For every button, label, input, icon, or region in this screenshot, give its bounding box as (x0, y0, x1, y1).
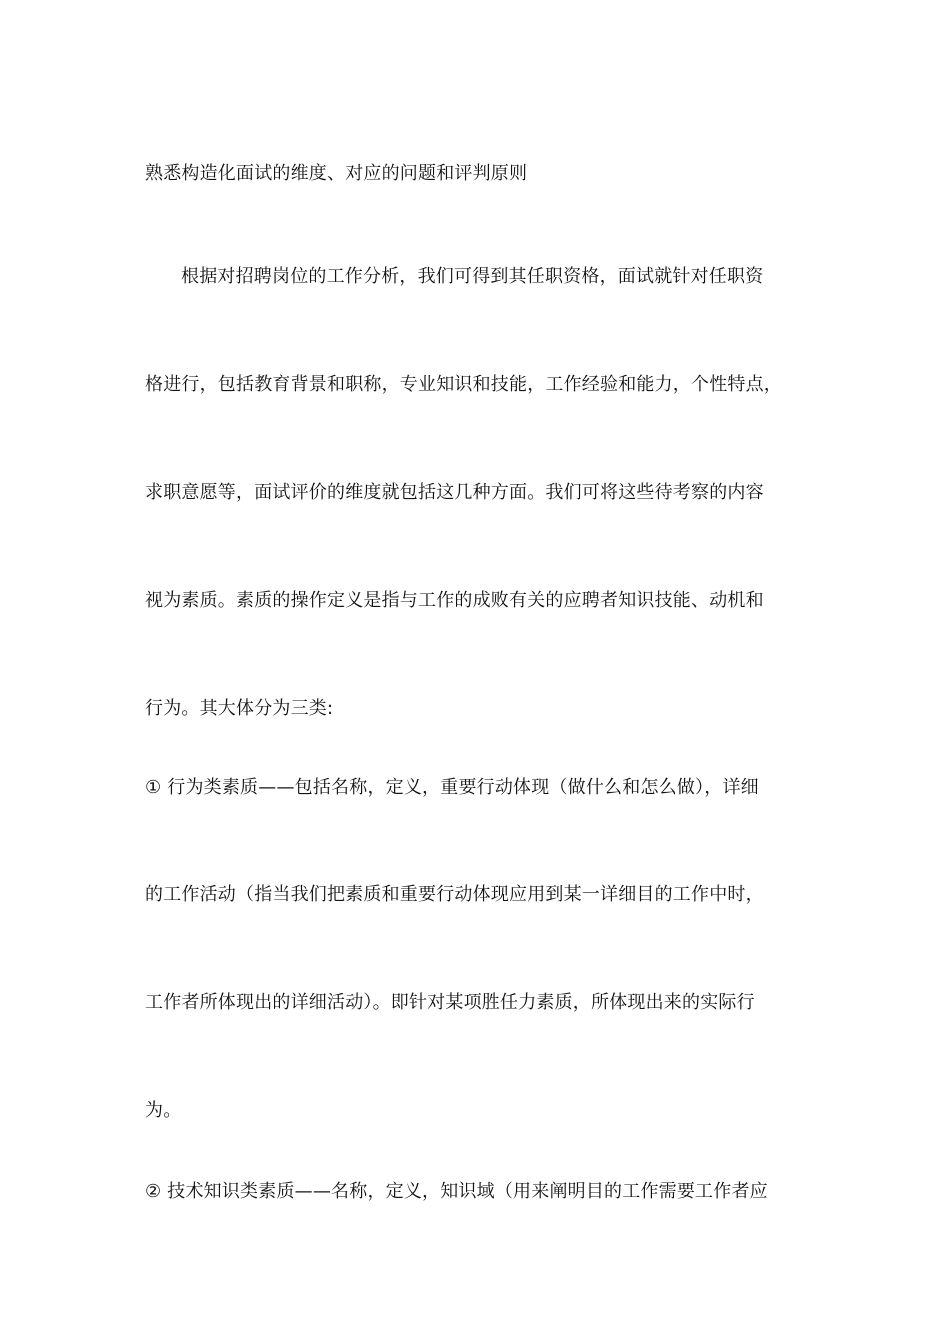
document-heading: 熟悉构造化面试的维度、对应的问题和评判原则 (145, 163, 528, 184)
list-item-line: ① 行为类素质——包括名称，定义，重要行动体现（做什么和怎么做），详细 (145, 777, 759, 798)
paragraph-line: 根据对招聘岗位的工作分析，我们可得到其任职资格，面试就针对任职资 (181, 266, 764, 287)
paragraph-line: 行为。其大体分为三类: (145, 698, 334, 719)
paragraph-line: 格进行，包括教育背景和职称，专业知识和技能，工作经验和能力，个性特点， (145, 374, 782, 395)
list-item-line: 的工作活动（指当我们把素质和重要行动体现应用到某一详细目的工作中时， (145, 884, 764, 905)
paragraph-line: 视为素质。素质的操作定义是指与工作的成败有关的应聘者知识技能、动机和 (145, 590, 764, 611)
list-item-line: ② 技术知识类素质——名称，定义，知识域（用来阐明目的工作需要工作者应 (145, 1181, 768, 1202)
list-item-line: 为。 (145, 1100, 182, 1121)
paragraph-line: 求职意愿等，面试评价的维度就包括这几种方面。我们可将这些待考察的内容 (145, 482, 764, 503)
list-item-line: 工作者所体现出的详细活动）。即针对某项胜任力素质，所体现出来的实际行 (145, 992, 755, 1013)
